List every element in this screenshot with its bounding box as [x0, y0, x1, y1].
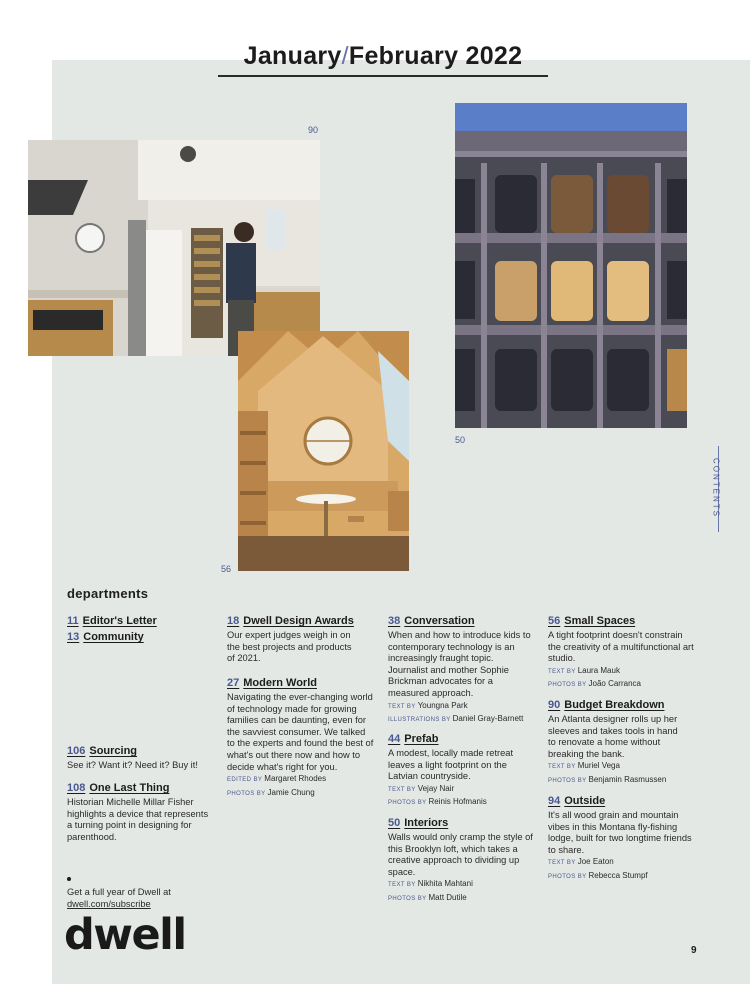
credit-line: TEXT BY Muriel Vega: [548, 761, 620, 771]
toc-entry-title: 27 Modern World: [227, 677, 317, 689]
credit-line: PHOTOS BY Rebecca Stumpf: [548, 870, 648, 880]
credit-line: TEXT BY Joe Eaton: [548, 857, 614, 867]
toc-entry[interactable]: [67, 630, 144, 646]
credit-line: ILLUSTRATIONS BY Daniel Gray-Barnett: [388, 714, 524, 724]
toc-entry[interactable]: [548, 614, 694, 692]
credit-line: TEXT BY Nikhita Mahtani: [388, 879, 473, 889]
toc-entry-description: A modest, locally made retreat leaves a light footprint on the Latvian countryside.: [388, 748, 514, 782]
toc-entry-title: 38 Conversation: [388, 615, 475, 627]
toc-entry-title: 11 Editor's Letter: [67, 615, 157, 627]
page-number: 9: [691, 945, 697, 956]
toc-entry[interactable]: [388, 816, 536, 905]
toc-entry-description: A tight footprint doesn't constrain the creativity of a multifunctional art studio.: [548, 630, 694, 664]
toc-entry-title: 13 Community: [67, 631, 144, 643]
credit-line: TEXT BY Laura Mauk: [548, 665, 620, 675]
toc-entry-title: 90 Budget Breakdown: [548, 699, 665, 711]
toc-entry-title: 44 Prefab: [388, 733, 439, 745]
kitchen-page-ref: 90: [308, 125, 319, 135]
credit-line: PHOTOS BY Benjamin Rasmussen: [548, 774, 667, 784]
dwell-logo: dwell: [64, 910, 186, 960]
toc-entry-description: Our expert judges weigh in on the best projects and products of 2021.: [227, 630, 352, 664]
credit-line: PHOTOS BY Matt Dutile: [388, 892, 467, 902]
toc-entry[interactable]: [67, 614, 157, 630]
credit-line: TEXT BY Youngna Park: [388, 700, 468, 710]
toc-entry-title: 18 Dwell Design Awards: [227, 615, 354, 627]
toc-entry[interactable]: [67, 744, 217, 772]
toc-entry-title: 106 Sourcing: [67, 745, 138, 757]
header-rule: [218, 75, 548, 77]
toc-entry-title: 56 Small Spaces: [548, 615, 636, 627]
departments-heading: departments: [67, 586, 149, 601]
credit-line: PHOTOS BY Reinis Hofmanis: [388, 797, 487, 807]
toc-entry-description: An Atlanta designer rolls up her sleeves and takes tools in hand to renovate a home without breaking the bank.: [548, 714, 678, 759]
toc-entry[interactable]: [227, 614, 359, 665]
toc-entry-description: Historian Michelle Millar Fisher highlights a device that represents a turning point in designing for parenthood.: [67, 797, 209, 842]
building-photo[interactable]: [455, 103, 687, 428]
toc-entry-description: See it? Want it? Need it? Buy it!: [67, 760, 198, 770]
toc-entry[interactable]: [388, 732, 528, 810]
credit-line: EDITED BY Margaret Rhodes: [227, 774, 327, 784]
toc-entry-title: 108 One Last Thing: [67, 782, 170, 794]
toc-entry[interactable]: [548, 698, 688, 787]
toc-entry-description: When and how to introduce kids to contemporary technology is an increasingly fraught topic. Journalist and mother Sophie Brickman advocates for a measured approach.: [388, 630, 531, 698]
kitchen-photo[interactable]: [28, 140, 320, 356]
credit-line: PHOTOS BY João Carranca: [548, 679, 641, 689]
toc-entry[interactable]: [388, 614, 534, 727]
toc-entry-title: 94 Outside: [548, 795, 606, 807]
toc-entry-title: 50 Interiors: [388, 817, 449, 829]
toc-entry[interactable]: [67, 781, 212, 843]
cabin-photo[interactable]: [238, 331, 409, 571]
credit-line: TEXT BY Vejay Nair: [388, 783, 455, 793]
contents-side-tab[interactable]: CONTENTS: [705, 446, 719, 532]
toc-entry[interactable]: [548, 794, 694, 883]
credit-line: PHOTOS BY Jamie Chung: [227, 787, 315, 797]
cabin-page-ref: 56: [221, 564, 232, 574]
toc-entry[interactable]: [227, 676, 375, 800]
toc-entry-description: Walls would only cramp the style of this Brooklyn loft, which takes a creative approach to dividing up space.: [388, 832, 533, 877]
toc-entry-description: It's all wood grain and mountain vibes in this Montana fly-fishing lodge, built for two longtime friends to share.: [548, 810, 692, 855]
subscribe-text: Get a full year of Dwell at: [67, 887, 171, 897]
bullet-dot: [67, 877, 71, 881]
subscribe-link[interactable]: dwell.com/subscribe: [67, 899, 151, 909]
toc-entry-description: Navigating the ever-changing world of technology made for growing families can be daunting, even for the savviest consumer. We talked to the experts and found the best of what's out there now and how to decide what's right for you.: [227, 692, 374, 772]
issue-title: January/February 2022: [243, 42, 523, 70]
subscribe-promo: [67, 886, 217, 910]
building-page-ref: 50: [455, 435, 466, 445]
